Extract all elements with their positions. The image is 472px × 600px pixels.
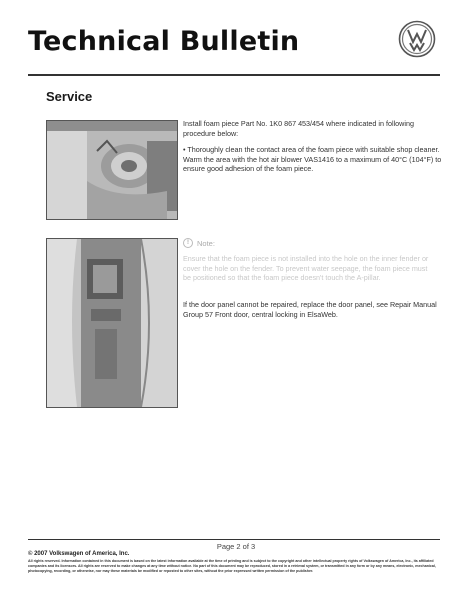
warning-icon: ! — [183, 238, 193, 248]
note-header — [183, 238, 215, 248]
copyright: © 2007 Volkswagen of America, Inc. — [28, 551, 130, 557]
door-frame-photo — [46, 238, 178, 408]
page-number: Page 2 of 3 — [216, 542, 256, 551]
engine-bay-photo — [46, 120, 178, 220]
legal-notice: All rights reserved. Information contained in this document is based on the latest information available at the time of printing and is subject to the copyright and other intellectual property rights of Volkswagen of America, Inc., its affiliated companies and its licensors. All rights are reserved to make changes at any time without notice. No part of this document may be reproduced, stored in a retrieval system, or transmitted in any form or by any means, electronic, mechanical, photocopying, recording, or otherwise, nor may these materials be modified or reposted to other sites, without the prior expressed written permission of the publisher. — [28, 559, 436, 573]
note-text: Ensure that the foam piece is not installed into the hole on the inner fender or cover the hole on the fender. To prevent water seepage, the foam piece must be positioned so that the foam piece doesn't touch the A-pillar. — [183, 254, 429, 283]
note-label: Note: — [197, 238, 215, 248]
footer-rule — [28, 539, 440, 540]
clean-instruction: • Thoroughly clean the contact area of the foam piece with suitable shop cleaner. Warm the area with the hot air blower VAS1416 to a maximum of 40°C (104°F) to ensure good adhesion of the foam piece. — [183, 145, 442, 174]
vw-logo-icon — [398, 20, 436, 58]
install-instruction: Install foam piece Part No. 1K0 867 453/454 where indicated in following procedure below: — [183, 119, 414, 138]
header-rule — [28, 74, 440, 76]
section-title: Service — [46, 89, 93, 104]
page-title: Technical Bulletin — [28, 26, 300, 57]
door-panel-instruction: If the door panel cannot be repaired, replace the door panel, see Repair Manual Group 57 Front door, central locking in ElsaWeb. — [183, 300, 437, 319]
